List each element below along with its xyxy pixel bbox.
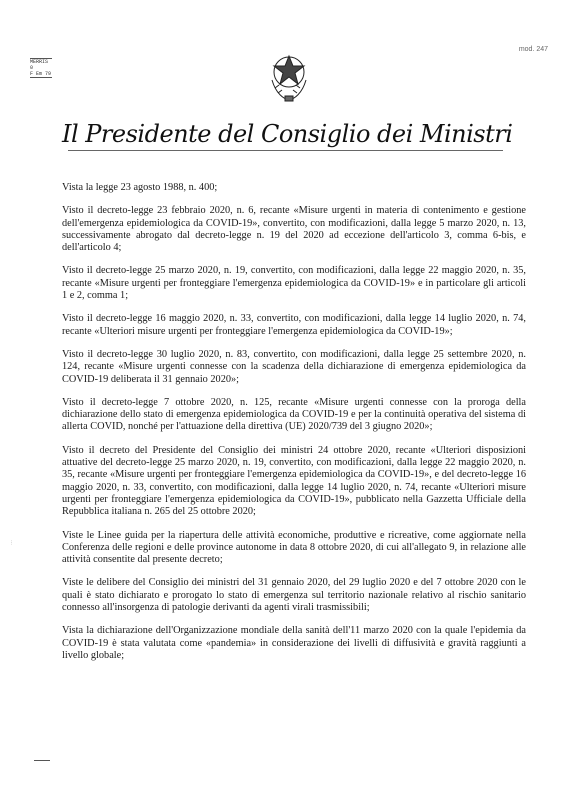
italian-republic-emblem-icon: [266, 50, 312, 104]
form-code: mod. 247: [518, 46, 548, 53]
margin-mark: [34, 760, 50, 761]
paragraph-7: Visto il decreto del Presidente del Consiglio dei ministri 24 ottobre 2020, recante «Ulteriori disposizioni attuative del decreto-legge 25 marzo 2020, n. 19, convertito, con modificazioni, dalla legge 22 maggio 2020, n. 35, recante «Misure urgenti per fronteggiare l'emergenza epidemiologica da COVID-19», e del decreto-legge 16 maggio 2020, n. 33, convertito, con modificazioni, dalla legge 14 luglio 2020, n. 74, recante «Ulteriori misure urgenti per fronteggiare l'emergenza epidemiologica da COVID-19», pubblicato nella Gazzetta Ufficiale della Repubblica italiana n. 265 del 25 ottobre 2020;: [62, 444, 526, 518]
archive-stamp: [30, 58, 52, 78]
margin-note: …: [8, 540, 14, 545]
stamp-line-2: F Em 79: [30, 71, 52, 77]
paragraph-4: Visto il decreto-legge 16 maggio 2020, n. 33, convertito, con modificazioni, dalla legge 14 luglio 2020, n. 74, recante «Ulteriori misure urgenti per fronteggiare l'emergenza epidemiologica da COVID-19»;: [62, 313, 526, 337]
paragraph-6: Visto il decreto-legge 7 ottobre 2020, n. 125, recante «Misure urgenti connesse con la proroga della dichiarazione dello stato di emergenza epidemiologica da COVID-19 e per la continuità operativa del sistema di allerta COVID, nonché per l'attuazione della direttiva (UE) 2020/739 del 3 giugno 2020»;: [62, 396, 526, 433]
paragraph-1: Vista la legge 23 agosto 1988, n. 400;: [62, 182, 218, 193]
paragraph-2: Visto il decreto-legge 23 febbraio 2020, n. 6, recante «Misure urgenti in materia di contenimento e gestione dell'emergenza epidemiologica da COVID-19», convertito, con modificazioni, dalla legge 5 marzo 2020, n. 13, successivamente abrogato dal decreto-legge n. 19 del 2020 ad eccezione dell'articolo 3, comma 6-bis, e dell'articolo 4;: [62, 205, 526, 254]
paragraph-5: Visto il decreto-legge 30 luglio 2020, n. 83, convertito, con modificazioni, dalla legge 25 settembre 2020, n. 124, recante «Misure urgenti connesse con la scadenza della dichiarazione di emergenza epidemiologica da COVID-19 deliberata il 31 gennaio 2020»;: [62, 348, 526, 385]
paragraph-8: Viste le Linee guida per la riapertura delle attività economiche, produttive e ricreative, come aggiornate nella Conferenza delle regioni e delle province autonome in data 8 ottobre 2020, di cui all'allegato 9, in relazione alle attività consentite dal presente decreto;: [62, 529, 526, 566]
letterhead-divider: [68, 150, 503, 151]
paragraph-3: Visto il decreto-legge 25 marzo 2020, n. 19, convertito, con modificazioni, dalla legge 22 maggio 2020, n. 35, recante «Misure urgenti per fronteggiare l'emergenza epidemiologica da COVID-19» e in particolare gli articoli 1 e 2, comma 1;: [62, 265, 526, 302]
paragraph-10: Vista la dichiarazione dell'Organizzazione mondiale della sanità dell'11 marzo 2020 con la quale l'epidemia da COVID-19 è stata valutata come «pandemia» in considerazione dei livelli di diffusività e gravità raggiunti a livello globale;: [62, 625, 526, 661]
decree-preamble: [62, 182, 526, 673]
paragraph-9: Viste le delibere del Consiglio dei ministri del 31 gennaio 2020, del 29 luglio 2020 e del 7 ottobre 2020 con le quali è stato dichiarato e prorogato lo stato di emergenza sul territorio nazionale relativo al rischio sanitario connesso all'insorgenza di patologie derivanti da agenti virali trasmissibili;: [62, 577, 526, 614]
letterhead-title: Il Presidente del Consiglio dei Ministri: [62, 120, 513, 148]
stamp-line-1: MERRIS 0: [30, 59, 49, 71]
